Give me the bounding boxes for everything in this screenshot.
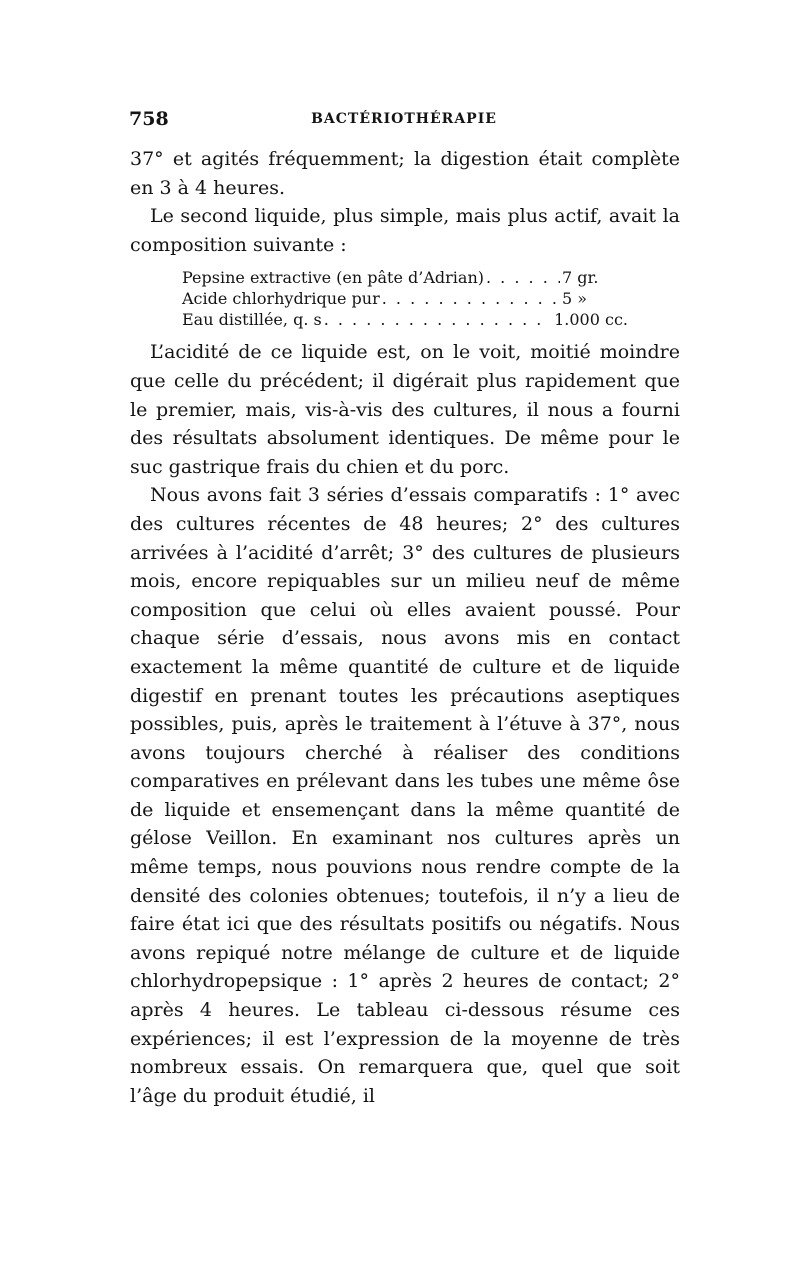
dot-leader [382,288,560,309]
dot-leader [324,309,552,330]
recipe-row [182,309,628,330]
ingredient-name: Eau distillée, q. s [182,310,322,330]
ingredient-name: Pepsine extractive (en pâte d’Adrian) [182,268,484,288]
paragraph: Nous avons fait 3 séries d’essais comparatifs : 1° avec des cultures récentes de 48 heures; 2° des cultures arrivées à l’acidité d’arrêt; 3° des cultures de plusieurs mois, encore repiquables sur un milieu neuf de même composition que celui où elles avaient poussé. Pour chaque série d’essais, nous avons mis en contact exactement la même quantité de culture et de liquide digestif en prenant toutes les précautions aseptiques possibles, puis, après le traitement à l’étuve à 37°, nous avons toujours cherché à réaliser des conditions comparatives en prélevant dans les tubes une même ôse de liquide et ensemençant dans la même quantité de gélose Veillon. En examinant nos cultures après un même temps, nous pouvions nous rendre compte de la densité des colonies obtenues; toutefois, il n’y a lieu de faire état ici que des résultats positifs ou négatifs. Nous avons repiqué notre mélange de culture et de liquide chlorhydropepsique : 1° après 2 heures de contact; 2° après 4 heures. Le tableau ci-dessous résume ces expériences; il est l’expression de la moyenne de très nombreux essais. On remarquera que, quel que soit l’âge du produit étudié, il [130,484,680,1107]
recipe-row [182,288,628,309]
running-title: BACTÉRIOTHÉRAPIE [311,111,497,127]
recipe-row [182,267,628,288]
ingredient-name: Acide chlorhydrique pur [182,289,380,309]
body-text [130,145,680,1110]
ingredient-quantity: 5 » [562,289,588,309]
paragraph: L’acidité de ce liquide est, on le voit, moitié moindre que celle du précédent; il digérait plus rapidement que le premier, mais, vis-à-vis des cultures, il nous a fourni des résultats absolument identiques. De même pour le suc gastrique frais du chien et du porc. [130,341,680,478]
ingredient-quantity: 1.000 cc. [554,310,628,330]
paragraph: 37° et agités fréquemment; la digestion était complète en 3 à 4 heures. [130,148,680,199]
ingredient-quantity: 7 gr. [562,268,599,288]
dot-leader [486,267,560,288]
page-number: 758 [129,108,169,130]
recipe-list [182,267,628,330]
paragraph: Le second liquide, plus simple, mais plus actif, avait la composition suivante : [130,205,680,256]
page-header [129,108,679,138]
